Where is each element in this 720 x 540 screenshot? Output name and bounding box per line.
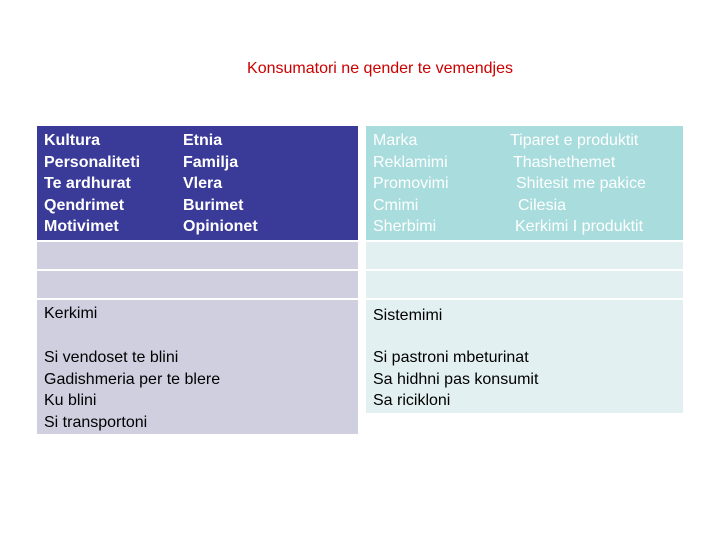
right-header-item: Cilesia — [518, 196, 567, 214]
left-header-item: Personaliteti — [44, 153, 141, 171]
left-header-item: Opinionet — [183, 218, 258, 235]
right-header-item: Shitesit me pakice — [516, 175, 646, 192]
left-header-item: Kultura — [44, 132, 100, 149]
right-header-item: Promovimi — [373, 175, 449, 192]
page-title: Konsumatori ne qender te vemendjes — [247, 60, 513, 77]
left-header-item: Motivimet — [44, 218, 119, 235]
left-section-item: Si transportoni — [44, 413, 148, 431]
right-section-label: Sistemimi — [373, 307, 443, 324]
right-header-item: Marka — [373, 132, 418, 149]
left-header-item: Familja — [183, 153, 239, 171]
right-header-item: Cmimi — [373, 196, 419, 214]
left-header-item: Burimet — [183, 196, 244, 214]
right-section-list — [373, 347, 538, 412]
left-header-col2 — [183, 130, 258, 238]
right-header-item: Tiparet e produktit — [510, 132, 639, 149]
left-section-list — [44, 347, 220, 433]
right-blank-row-2 — [366, 271, 683, 298]
left-blank-row-2 — [37, 271, 358, 298]
right-header-col1 — [373, 130, 449, 238]
left-section-label: Kerkimi — [44, 305, 98, 322]
right-blank-row-1 — [366, 242, 683, 269]
left-header-item: Vlera — [183, 175, 223, 192]
right-header-item: Reklamimi — [373, 153, 448, 171]
right-header-col2 — [510, 130, 646, 238]
right-header-item: Thashethemet — [513, 153, 616, 171]
right-header-item: Kerkimi I produktit — [515, 218, 644, 235]
left-blank-row-1 — [37, 242, 358, 269]
right-header-item: Sherbimi — [373, 218, 437, 235]
left-header-item: Te ardhurat — [44, 175, 131, 192]
right-section-item: Si pastroni mbeturinat — [373, 349, 529, 366]
right-section-item: Sa ricikloni — [373, 392, 451, 409]
left-header-item: Etnia — [183, 132, 223, 149]
left-header-item: Qendrimet — [44, 196, 125, 214]
right-section-item: Sa hidhni pas konsumit — [373, 370, 539, 388]
left-section-item: Si vendoset te blini — [44, 349, 179, 366]
left-section-item: Ku blini — [44, 392, 97, 409]
left-header-col1 — [44, 130, 140, 238]
left-section-item: Gadishmeria per te blere — [44, 370, 221, 388]
